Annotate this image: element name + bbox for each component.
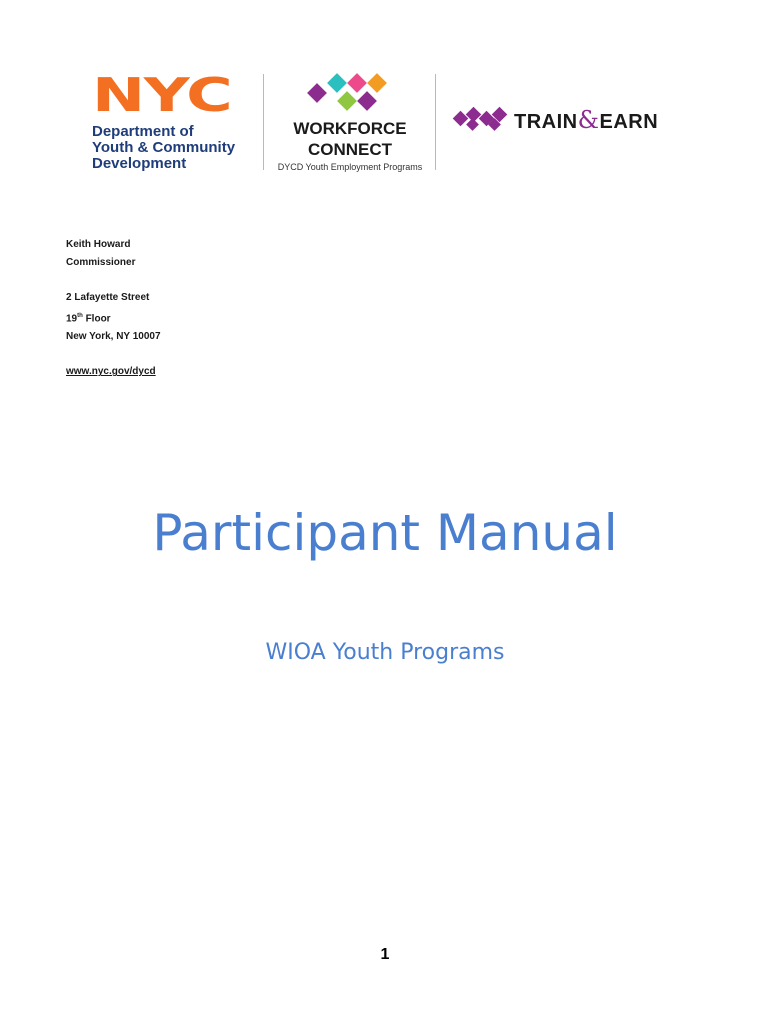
diamond-mark-icon xyxy=(300,72,400,116)
train-earn-logo xyxy=(452,100,658,140)
nyc-logo-word: NYC xyxy=(92,68,232,122)
train-earn-wordmark xyxy=(514,106,658,134)
website-link[interactable]: www.nyc.gov/dycd xyxy=(66,366,156,378)
address-line: 2 Lafayette Street xyxy=(66,292,150,303)
page-number: 1 xyxy=(380,946,390,963)
document-title: Participant Manual xyxy=(152,504,618,562)
dycd-name-line: Youth & Community xyxy=(92,139,236,156)
floor-suffix: th xyxy=(77,313,83,319)
commissioner-title: Commissioner xyxy=(66,257,136,268)
nyc-dycd-logo xyxy=(92,68,236,172)
earn-word: EARN xyxy=(599,111,659,133)
floor-word: Floor xyxy=(82,313,111,325)
dycd-name-line: Department of xyxy=(92,123,194,140)
logo-divider xyxy=(435,74,436,170)
workforce-connect-logo xyxy=(270,72,430,172)
commissioner-name: Keith Howard xyxy=(66,239,131,250)
document-subtitle: WIOA Youth Programs xyxy=(265,640,505,665)
ampersand: & xyxy=(577,106,600,134)
workforce-subtitle: DYCD Youth Employment Programs xyxy=(277,162,423,172)
dycd-name-line: Development xyxy=(92,155,187,172)
dycd-name xyxy=(92,124,235,172)
floor-number: 19 xyxy=(66,313,78,325)
city-line: New York, NY 10007 xyxy=(66,331,161,343)
train-word: TRAIN xyxy=(514,111,578,133)
logo-divider xyxy=(263,74,264,170)
connect-title: CONNECT xyxy=(307,140,393,159)
contact-block xyxy=(66,236,161,381)
floor-line xyxy=(66,307,161,328)
train-earn-diamonds-icon xyxy=(452,106,508,134)
workforce-title: WORKFORCE xyxy=(293,119,407,138)
logo-bar xyxy=(0,60,770,180)
